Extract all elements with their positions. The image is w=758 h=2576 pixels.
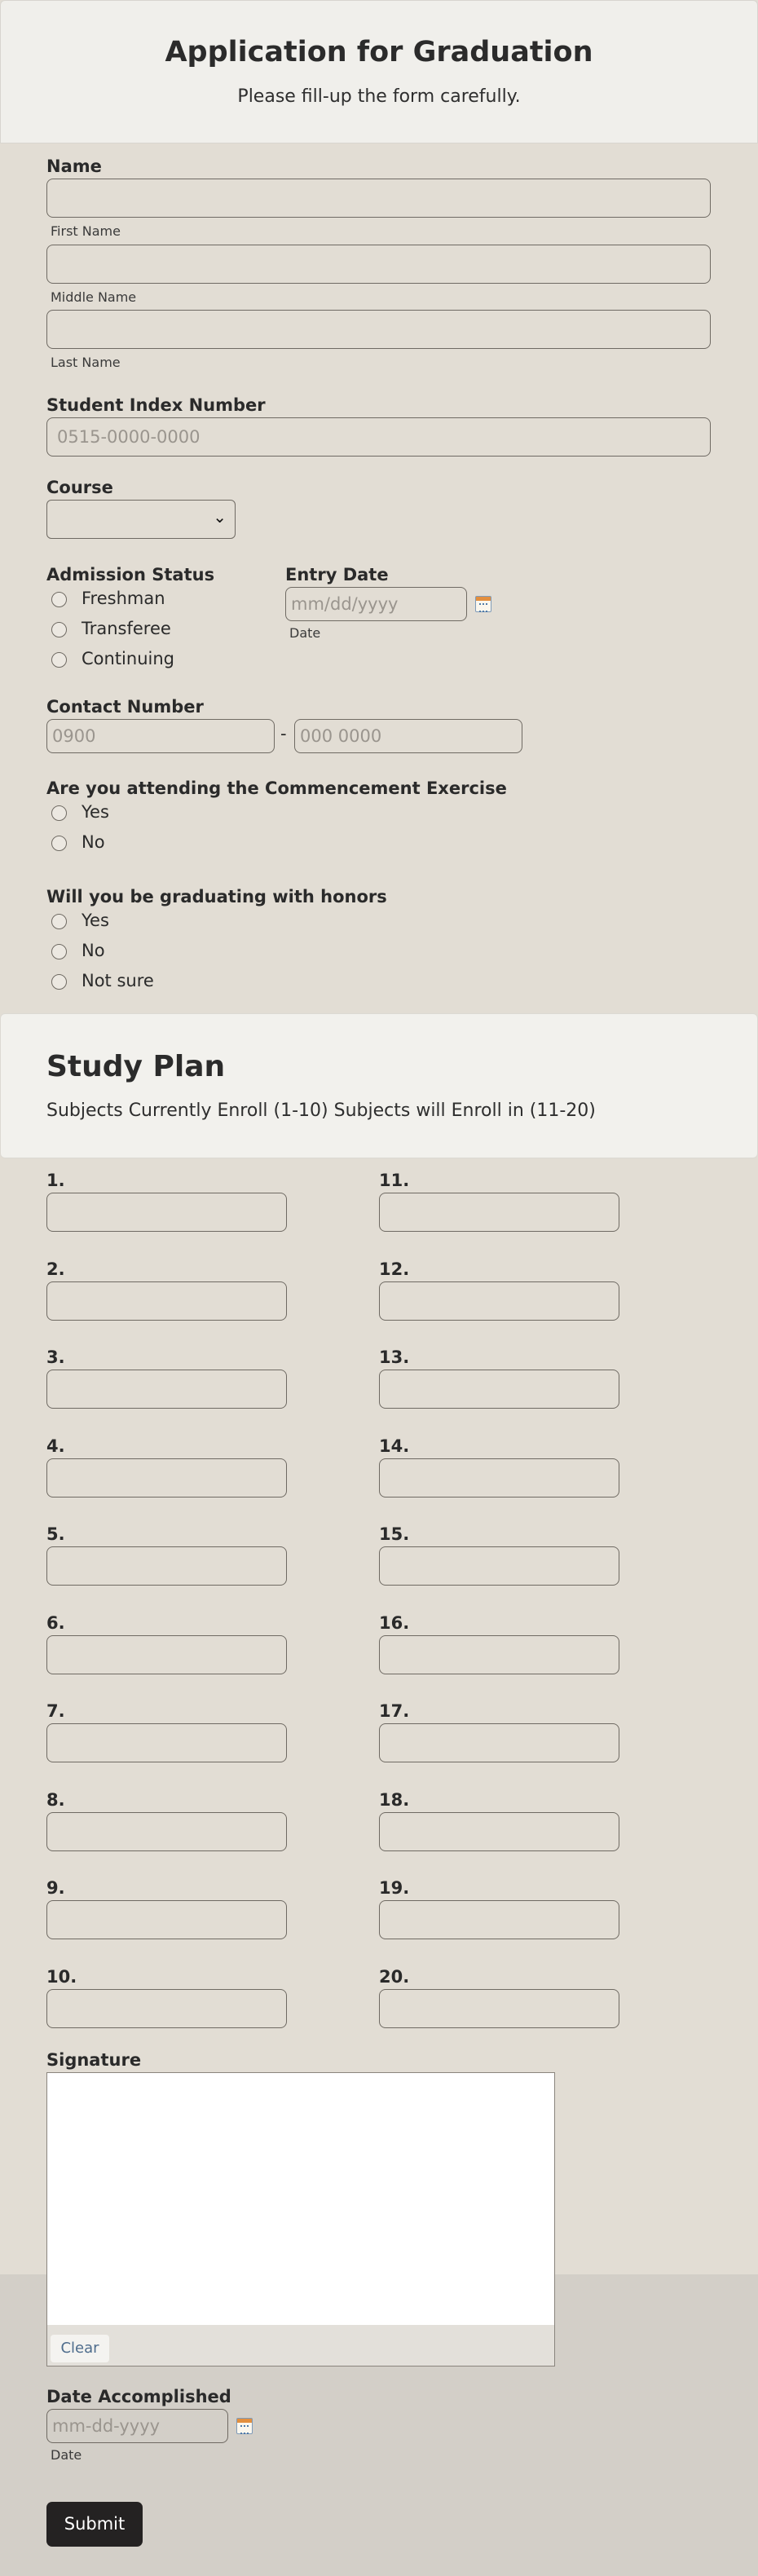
radio-label: No (82, 941, 105, 960)
subject-input[interactable] (379, 1193, 619, 1232)
entry-date-sublabel: Date (289, 625, 321, 641)
subject-number-label: 10. (46, 1967, 77, 1987)
last-name-input[interactable] (46, 310, 711, 349)
study-plan-card (0, 1013, 758, 1158)
admission-status-label: Admission Status (46, 565, 215, 584)
first-name-input[interactable] (46, 179, 711, 218)
contact-number-label: Contact Number (46, 697, 204, 717)
course-select[interactable] (46, 500, 236, 539)
subject-number-label: 7. (46, 1701, 65, 1721)
name-label: Name (46, 157, 102, 176)
subject-input[interactable] (379, 1989, 619, 2028)
form-subtitle: Please fill-up the form carefully. (237, 86, 521, 107)
radio-label: Freshman (82, 589, 165, 608)
subject-input[interactable] (379, 1723, 619, 1762)
middle-name-sublabel: Middle Name (51, 289, 137, 305)
subject-number-label: 8. (46, 1790, 65, 1810)
form-title: Application for Graduation (165, 36, 593, 68)
student-index-label: Student Index Number (46, 395, 266, 415)
submit-button[interactable]: Submit (46, 2502, 143, 2547)
radio-label: No (82, 832, 105, 852)
honors-label: Will you be graduating with honors (46, 887, 387, 906)
student-index-input[interactable] (46, 417, 711, 457)
study-plan-subtitle: Subjects Currently Enroll (1-10) Subjects will Enroll in (11-20) (46, 1101, 596, 1121)
radio-circle[interactable] (51, 652, 67, 668)
subject-number-label: 5. (46, 1524, 65, 1544)
calendar-icon[interactable] (236, 2418, 253, 2434)
radio-label: Continuing (82, 649, 174, 668)
subject-number-label: 19. (379, 1878, 410, 1898)
subject-number-label: 3. (46, 1348, 65, 1367)
last-name-sublabel: Last Name (51, 355, 121, 370)
course-label: Course (46, 478, 113, 497)
radio-circle[interactable] (51, 592, 67, 607)
signature-toolbar (47, 2325, 554, 2366)
subject-input[interactable] (379, 1635, 619, 1674)
subject-number-label: 9. (46, 1878, 65, 1898)
subject-input[interactable] (46, 1989, 287, 2028)
subject-input[interactable] (46, 1458, 287, 1498)
subject-number-label: 4. (46, 1436, 65, 1456)
entry-date-input[interactable] (285, 587, 467, 621)
subject-input[interactable] (46, 1370, 287, 1409)
date-accomplished-input[interactable] (46, 2409, 228, 2443)
signature-label: Signature (46, 2050, 142, 2070)
radio-label: Transferee (82, 619, 171, 638)
subject-number-label: 18. (379, 1790, 410, 1810)
subject-input[interactable] (379, 1370, 619, 1409)
commencement-label: Are you attending the Commencement Exercise (46, 779, 507, 798)
contact-phone-input[interactable] (294, 719, 522, 753)
middle-name-input[interactable] (46, 245, 711, 284)
subject-number-label: 13. (379, 1348, 410, 1367)
signature-clear-button[interactable]: Clear (51, 2335, 109, 2362)
subject-input[interactable] (379, 1812, 619, 1851)
subject-input[interactable] (46, 1900, 287, 1939)
subject-input[interactable] (46, 1281, 287, 1321)
radio-label: Yes (82, 911, 109, 930)
subject-number-label: 14. (379, 1436, 410, 1456)
calendar-icon[interactable] (475, 596, 491, 612)
entry-date-label: Entry Date (285, 565, 389, 584)
radio-circle[interactable] (51, 805, 67, 821)
radio-label: Yes (82, 802, 109, 822)
subject-number-label: 16. (379, 1613, 410, 1633)
subject-input[interactable] (379, 1281, 619, 1321)
signature-pad[interactable] (46, 2072, 555, 2366)
subject-number-label: 15. (379, 1524, 410, 1544)
radio-circle[interactable] (51, 622, 67, 637)
subject-input[interactable] (379, 1458, 619, 1498)
subject-number-label: 20. (379, 1967, 410, 1987)
radio-circle[interactable] (51, 914, 67, 929)
first-name-sublabel: First Name (51, 223, 121, 239)
subject-number-label: 6. (46, 1613, 65, 1633)
subject-input[interactable] (46, 1812, 287, 1851)
contact-separator: - (280, 724, 287, 743)
subject-number-label: 2. (46, 1259, 65, 1279)
form-header-card (0, 0, 758, 143)
subject-input[interactable] (46, 1193, 287, 1232)
radio-circle[interactable] (51, 836, 67, 851)
study-plan-title: Study Plan (46, 1050, 226, 1083)
subject-number-label: 1. (46, 1171, 65, 1190)
radio-circle[interactable] (51, 944, 67, 959)
subject-input[interactable] (379, 1546, 619, 1586)
subject-input[interactable] (46, 1546, 287, 1586)
subject-input[interactable] (46, 1635, 287, 1674)
radio-label: Not sure (82, 971, 154, 990)
subject-number-label: 11. (379, 1171, 410, 1190)
contact-area-code-input[interactable] (46, 719, 275, 753)
subject-input[interactable] (46, 1723, 287, 1762)
chevron-down-icon: ⌄ (213, 507, 227, 527)
radio-circle[interactable] (51, 974, 67, 990)
date-accomplished-sublabel: Date (51, 2447, 82, 2463)
subject-input[interactable] (379, 1900, 619, 1939)
subject-number-label: 12. (379, 1259, 410, 1279)
subject-number-label: 17. (379, 1701, 410, 1721)
date-accomplished-label: Date Accomplished (46, 2387, 231, 2406)
